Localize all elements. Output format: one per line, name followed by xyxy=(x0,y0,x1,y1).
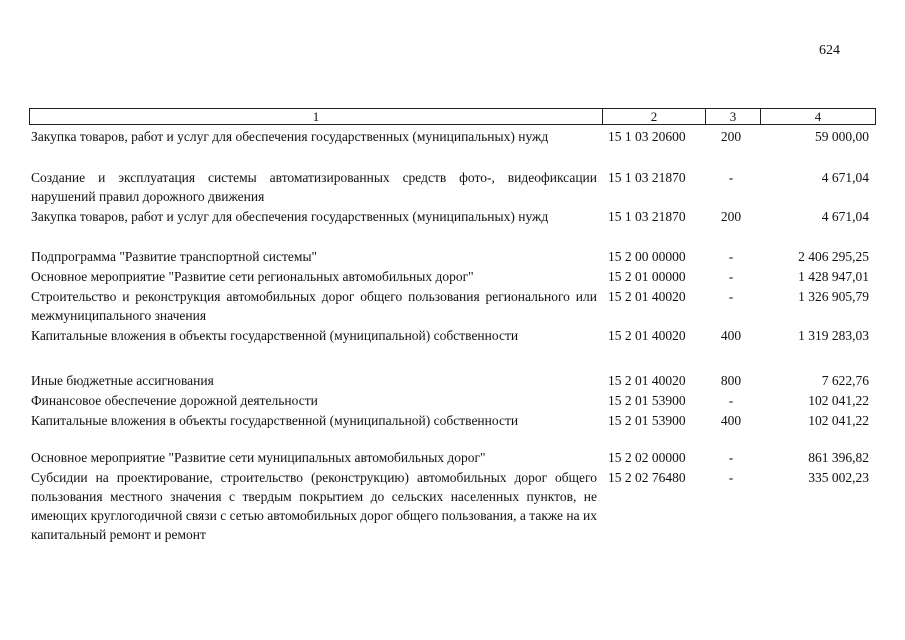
row-name: Создание и эксплуатация системы автоматизированных средств фото-, видеофиксации нарушений правил дорожного движения xyxy=(31,170,597,204)
row-vr: 200 xyxy=(720,209,742,224)
row-sum: 2 406 295,25 xyxy=(798,249,869,264)
row-code: 15 1 03 20600 xyxy=(608,129,686,144)
row-code: 15 2 01 40020 xyxy=(608,289,686,304)
row-sum: 59 000,00 xyxy=(815,129,869,144)
row-vr: - xyxy=(728,450,734,465)
row-sum: 4 671,04 xyxy=(821,170,869,185)
row-code: 15 1 03 21870 xyxy=(608,170,686,185)
page-number: 624 xyxy=(819,43,840,58)
row-vr: - xyxy=(728,269,734,284)
row-vr: - xyxy=(728,289,734,304)
row-code: 15 2 02 00000 xyxy=(608,450,686,465)
row-name: Основное мероприятие "Развитие сети муниципальных автомобильных дорог" xyxy=(31,450,486,465)
row-code: 15 2 02 76480 xyxy=(608,470,686,485)
row-name: Основное мероприятие "Развитие сети региональных автомобильных дорог" xyxy=(31,269,474,284)
row-vr: - xyxy=(728,170,734,185)
table-header xyxy=(29,108,876,125)
row-vr: - xyxy=(728,470,734,485)
row-vr: 400 xyxy=(720,328,742,343)
row-name: Строительство и реконструкция автомобильных дорог общего пользования регионального или межмуниципального значения xyxy=(31,289,597,323)
row-code: 15 1 03 21870 xyxy=(608,209,686,224)
header-col-3: 3 xyxy=(706,109,761,124)
row-code: 15 2 01 40020 xyxy=(608,328,686,343)
header-col-1: 1 xyxy=(30,109,603,124)
row-sum: 861 396,82 xyxy=(808,450,869,465)
row-code: 15 2 01 53900 xyxy=(608,413,686,428)
row-sum: 1 428 947,01 xyxy=(798,269,869,284)
row-name: Финансовое обеспечение дорожной деятельности xyxy=(31,393,318,408)
row-vr: 400 xyxy=(720,413,742,428)
row-code: 15 2 00 00000 xyxy=(608,249,686,264)
row-name: Закупка товаров, работ и услуг для обеспечения государственных (муниципальных) нужд xyxy=(31,209,549,224)
row-name: Капитальные вложения в объекты государственной (муниципальной) собственности xyxy=(31,328,519,343)
row-name: Закупка товаров, работ и услуг для обеспечения государственных (муниципальных) нужд xyxy=(31,129,549,144)
row-vr: 800 xyxy=(720,373,742,388)
row-sum: 7 622,76 xyxy=(821,373,869,388)
row-vr: 200 xyxy=(720,129,742,144)
header-col-2: 2 xyxy=(603,109,706,124)
row-code: 15 2 01 00000 xyxy=(608,269,686,284)
row-vr: - xyxy=(728,393,734,408)
row-code: 15 2 01 40020 xyxy=(608,373,686,388)
row-name: Подпрограмма "Развитие транспортной системы" xyxy=(31,249,318,264)
row-sum: 1 319 283,03 xyxy=(798,328,869,343)
row-code: 15 2 01 53900 xyxy=(608,393,686,408)
row-name: Капитальные вложения в объекты государственной (муниципальной) собственности xyxy=(31,413,519,428)
row-sum: 102 041,22 xyxy=(808,393,869,408)
row-name: Субсидии на проектирование, строительство (реконструкцию) автомобильных дорог общего пользования местного значения с твердым покрытием до сельских населенных пунктов, не имеющих круглогодичной связи с сетью автомобильных дорог общего пользования, а также на их капитальный ремонт и ремонт xyxy=(31,470,597,542)
row-vr: - xyxy=(728,249,734,264)
header-col-4: 4 xyxy=(814,109,822,124)
row-sum: 1 326 905,79 xyxy=(798,289,869,304)
row-name: Иные бюджетные ассигнования xyxy=(31,373,214,388)
row-sum: 335 002,23 xyxy=(808,470,869,485)
row-sum: 102 041,22 xyxy=(808,413,869,428)
row-sum: 4 671,04 xyxy=(821,209,869,224)
